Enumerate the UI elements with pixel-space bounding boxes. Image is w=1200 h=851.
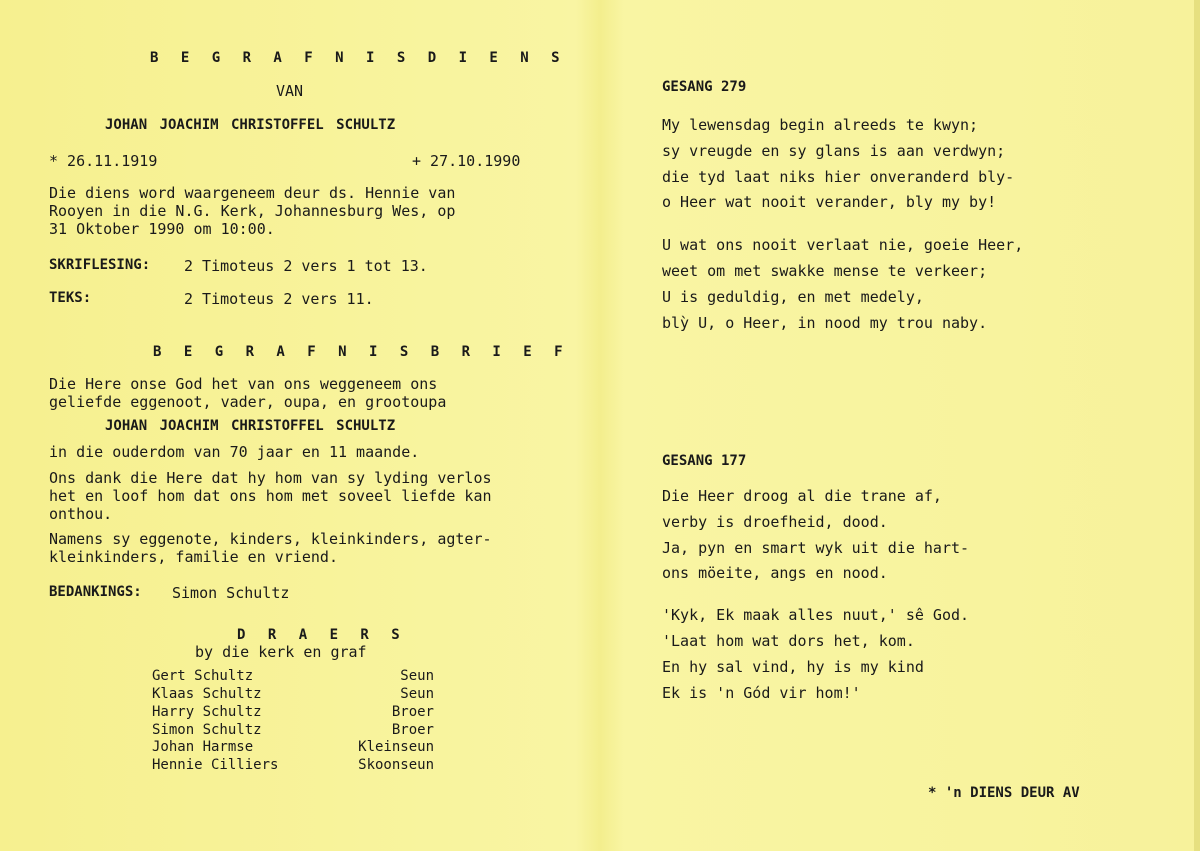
bearer-name: Harry Schultz xyxy=(152,704,262,720)
page-edge xyxy=(1194,0,1200,851)
letter-deceased-name: JOHAN JOACHIM CHRISTOFFEL SCHULTZ xyxy=(105,418,396,434)
hymn-177-title: GESANG 177 xyxy=(662,453,747,469)
service-line-1: Die diens word waargeneem deur ds. Hennie van xyxy=(49,184,456,202)
bearer-relation: Seun xyxy=(400,686,434,702)
hymn-177-line: 'Laat hom wat dors het, kom. xyxy=(662,632,915,650)
hymn-177-line: Ja, pyn en smart wyk uit die hart- xyxy=(662,539,970,557)
death-date: + 27.10.1990 xyxy=(412,152,521,170)
scripture-label: SKRIFLESING: xyxy=(49,257,151,273)
hymn-279-line: sy vreugde en sy glans is aan verdwyn; xyxy=(662,142,1006,160)
bearer-relation: Seun xyxy=(400,668,434,684)
hymn-177-line: Ek is 'n Gód vir hom!' xyxy=(662,684,861,702)
bearer-relation: Broer xyxy=(391,722,434,738)
hymn-279-title: GESANG 279 xyxy=(662,79,747,95)
text-value: 2 Timoteus 2 vers 11. xyxy=(184,290,374,308)
bearer-name: Klaas Schultz xyxy=(152,686,262,702)
thanks-line-3: onthou. xyxy=(49,505,113,523)
scripture-text: 2 Timoteus 2 vers 1 tot 13. xyxy=(184,257,428,275)
hymn-279-line: U wat ons nooit verlaat nie, goeie Heer, xyxy=(662,236,1024,254)
deceased-name: JOHAN JOACHIM CHRISTOFFEL SCHULTZ xyxy=(105,117,396,133)
service-line-2: Rooyen in die N.G. Kerk, Johannesburg Wes, op xyxy=(49,202,456,220)
hymn-279-line: U is geduldig, en met medely, xyxy=(662,288,924,306)
hymn-177-line: ons möeite, angs en nood. xyxy=(662,564,888,582)
age-line: in die ouderdom van 70 jaar en 11 maande. xyxy=(49,443,420,461)
family-line-1: Namens sy eggenote, kinders, kleinkinders, agter- xyxy=(49,530,492,548)
letter-intro-2: geliefde eggenoot, vader, oupa, en grootoupa xyxy=(49,393,447,411)
bearer-name: Hennie Cilliers xyxy=(152,757,279,773)
hymn-279-line: die tyd laat niks hier onveranderd bly- xyxy=(662,168,1015,186)
birth-date: * 26.11.1919 xyxy=(49,152,158,170)
hymn-177-line: En hy sal vind, hy is my kind xyxy=(662,658,924,676)
van-label: VAN xyxy=(276,82,304,100)
bearers-subtitle: by die kerk en graf xyxy=(195,643,367,661)
hymn-177-line: verby is droefheid, dood. xyxy=(662,513,888,531)
hymn-177-line: 'Kyk, Ek maak alles nuut,' sê God. xyxy=(662,606,970,624)
hymn-279-line: weet om met swakke mense te verkeer; xyxy=(662,262,988,280)
text-label: TEKS: xyxy=(49,290,92,306)
bearer-relation: Skoonseun xyxy=(358,757,434,773)
bearers-title: D R A E R S xyxy=(237,627,407,643)
hymn-279-line: blỳ U, o Heer, in nood my trou naby. xyxy=(662,314,988,332)
service-line-3: 31 Oktober 1990 om 10:00. xyxy=(49,220,275,238)
letter-title: B E G R A F N I S B R I E F xyxy=(153,344,570,360)
bearer-name: Simon Schultz xyxy=(152,722,262,738)
hymn-279-line: My lewensdag begin alreeds te kwyn; xyxy=(662,116,979,134)
bedankings-label: BEDANKINGS: xyxy=(49,584,142,600)
letter-intro-1: Die Here onse God het van ons weggeneem ons xyxy=(49,375,438,393)
bedankings-name: Simon Schultz xyxy=(172,584,290,602)
bearer-relation: Kleinseun xyxy=(358,739,434,755)
hymn-279-line: o Heer wat nooit verander, bly my by! xyxy=(662,193,997,211)
bearer-relation: Broer xyxy=(391,704,434,720)
hymn-177-line: Die Heer droog al die trane af, xyxy=(662,487,942,505)
thanks-line-1: Ons dank die Here dat hy hom van sy lyding verlos xyxy=(49,469,492,487)
service-title: B E G R A F N I S D I E N S xyxy=(150,50,567,66)
bearer-name: Johan Harmse xyxy=(152,739,254,755)
footer-note: * 'n DIENS DEUR AV xyxy=(928,785,1080,801)
bearer-name: Gert Schultz xyxy=(152,668,254,684)
family-line-2: kleinkinders, familie en vriend. xyxy=(49,548,338,566)
thanks-line-2: het en loof hom dat ons hom met soveel liefde kan xyxy=(49,487,492,505)
